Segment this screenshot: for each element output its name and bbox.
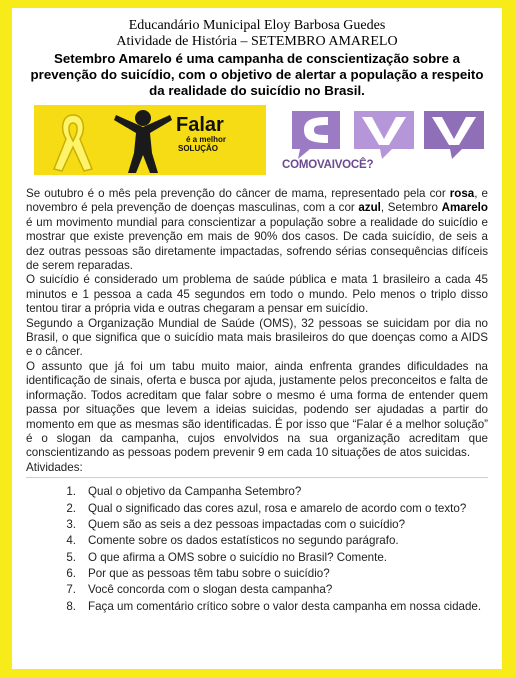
falar-line3: SOLUÇÃO xyxy=(178,144,218,153)
word-amarelo: Amarelo xyxy=(441,201,488,215)
question-text: Você concorda com o slogan desta campanha? xyxy=(88,583,333,597)
person-silhouette-icon xyxy=(112,107,174,175)
cvv-banner xyxy=(276,105,496,177)
question-item xyxy=(26,484,488,500)
question-number: 4. xyxy=(66,534,76,548)
word-rosa: rosa xyxy=(449,187,475,200)
divider xyxy=(26,477,488,478)
question-text: Por que as pessoas têm tabu sobre o suicídio? xyxy=(88,567,330,581)
falar-word: Falar xyxy=(176,114,224,136)
question-number: 7. xyxy=(66,583,76,597)
question-text: Faça um comentário crítico sobre o valor desta campanha em nossa cidade. xyxy=(88,599,482,613)
p1-text-c: , Setembro xyxy=(380,201,442,215)
p1-text-d: é um movimento mundial para conscientizar a população sobre a realidade do suicídio e mostrar que existe prevenção em mais de 90% dos casos. De cada suicídio, de seis a dez outras pessoas são diretamente impactadas, sofrendo sérias consequências difíceis de serem reparadas. xyxy=(26,215,488,273)
paragraph-2: O suicídio é considerado um problema de saúde pública e mata 1 brasileiro a cada 45 minutos e 1 pessoa a cada 45 segundos em todo o mundo. Pelo menos o triplo disso tentou tirar a própria vida e outras chegaram a pensar em suicídio. xyxy=(26,273,488,316)
question-text: O que afirma a OMS sobre o suicídio no Brasil? Comente. xyxy=(88,550,387,564)
question-text: Qual o significado das cores azul, rosa e amarelo de acordo com o texto? xyxy=(88,501,467,515)
cvv-tagline: COMOVAIVOCÊ? xyxy=(282,159,374,171)
awareness-ribbon-icon xyxy=(48,109,98,173)
paragraph-3: Segundo a Organização Mundial de Saúde (OMS), 32 pessoas se suicidam por dia no Brasil, o que significa que o suicídio mata mais brasileiros do que doenças como a AIDS e o câncer. xyxy=(26,316,488,359)
falar-banner xyxy=(34,105,266,175)
falar-line2: é a melhor xyxy=(186,135,227,144)
article-body xyxy=(26,187,488,461)
p1-text-b: , e novembro é pela prevenção de doenças masculinas, com a cor xyxy=(26,187,489,215)
question-item xyxy=(26,517,488,533)
question-item xyxy=(26,533,488,549)
activities-list xyxy=(26,484,488,615)
activity-title: Atividade de História – SETEMBRO AMARELO xyxy=(116,34,398,49)
question-text: Quem são as seis a dez pessoas impactadas com o suicídio? xyxy=(88,517,406,531)
question-item xyxy=(26,550,488,566)
worksheet-page xyxy=(12,8,502,669)
question-number: 3. xyxy=(66,517,76,531)
question-text: Qual o objetivo da Campanha Setembro? xyxy=(88,485,302,499)
question-number: 5. xyxy=(66,550,76,564)
question-text: Comente sobre os dados estatísticos no segundo parágrafo. xyxy=(88,534,399,548)
question-number: 6. xyxy=(66,567,76,581)
banner-row xyxy=(26,105,488,177)
school-name: Educandário Municipal Eloy Barbosa Guedes xyxy=(128,18,386,33)
word-azul: azul xyxy=(358,201,381,215)
activities-title: Atividades: xyxy=(26,460,83,474)
cvv-logo xyxy=(288,105,488,161)
question-number: 2. xyxy=(66,501,76,515)
paragraph-1 xyxy=(26,187,488,273)
question-number: 1. xyxy=(66,485,76,499)
question-item xyxy=(26,501,488,517)
question-item xyxy=(26,582,488,598)
question-item xyxy=(26,599,488,615)
lead-text: Setembro Amarelo é uma campanha de conscientização sobre a prevenção do suicídio, com o objetivo de alertar a população a respeito da realidade do suicídio no Brasil. xyxy=(30,51,484,98)
paragraph-4: O assunto que já foi um tabu muito maior, ainda enfrenta grandes dificuldades na identificação de sinais, oferta e busca por ajuda, justamente pelos preconceitos e falta de informação. Todos acreditam que falar sobre o mesmo é uma forma de entender quem passa por situações que levem a ideias suicidas, podendo ser ajudadas a partir do momento em que as mesmas são identificadas. É por isso que “Falar é a melhor solução” é o slogan da campanha, cujos envolvidos na sua organização acreditam que conscientizando as pessoas podem prevenir 9 em cada 10 situações de atos suicidas. xyxy=(26,359,488,460)
question-item xyxy=(26,566,488,582)
question-number: 8. xyxy=(66,599,76,613)
p1-text-a: Se outubro é o mês pela prevenção do câncer de mama, representado pela cor xyxy=(26,187,450,200)
falar-slogan xyxy=(176,115,226,153)
